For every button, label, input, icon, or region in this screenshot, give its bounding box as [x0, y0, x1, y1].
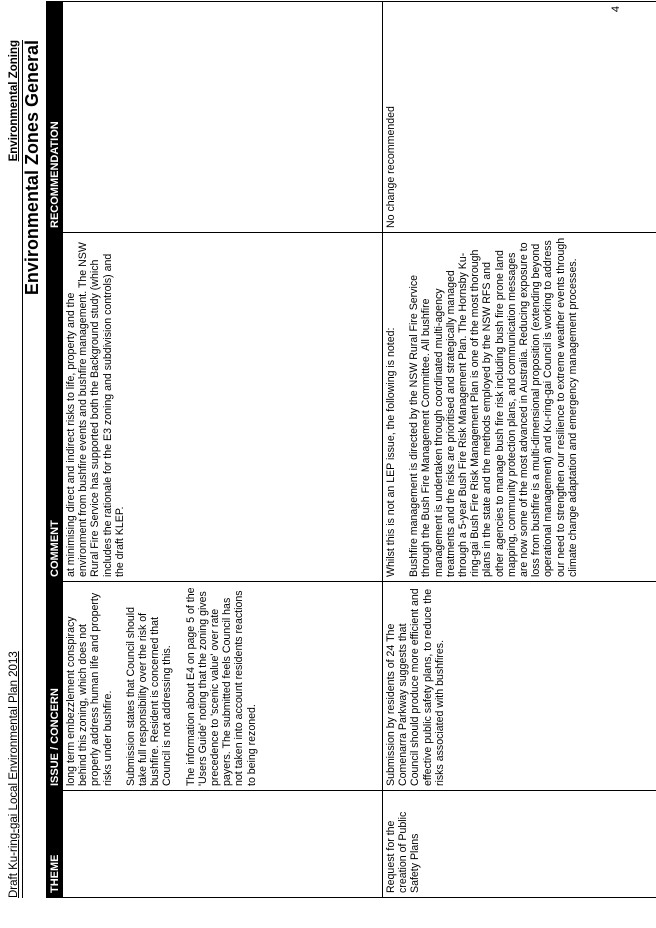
table-row: [383, 2, 656, 898]
page-number: 4: [610, 6, 622, 13]
submissions-table: [46, 1, 656, 898]
table-row: [63, 2, 383, 898]
column-header-issue: ISSUE / CONCERN: [47, 582, 63, 791]
comment-paragraph: Bushfire management is directed by the NSW Rural Fire Service through the Bush Fire Management Committee. All bushfire management is undertaken through coordinated multi-agency treatments and the risks are prioritised and strategically managed through a 5-year Bush Fire Risk Management Plan. The Hornsby Ku-ring-gai Bush Fire Risk Management Plan is one of the most thorough plans in the state and the methods employed by the NSW RFS and other agencies to manage bush fire risk including bush fire prone land mapping, community protection plans, and communication messages are now some of the most advanced in Australia. Reducing exposure to loss from bushfire is a multi-dimensional proposition (extending beyond operational management) and Ku-ring-gai Council is working to address our need to strengthen our resilience to extreme weather events through climate change adaptation and emergency management processes.: [408, 237, 579, 577]
comment-cell: [63, 233, 383, 582]
document-title: Draft Ku-ring-gai Local Environmental Plan 2013: [8, 651, 20, 898]
column-header-comment: COMMENT: [47, 233, 63, 582]
comment-cell: [383, 233, 656, 582]
theme-cell: Request for the creation of Public Safety Plans: [383, 791, 656, 898]
column-header-theme: THEME: [47, 791, 63, 898]
issue-paragraph: long term embezzlement conspiracy behind this zoning, which does not properly address human life and property risks under bushfire.: [65, 592, 114, 786]
table-header-row: [47, 2, 63, 898]
issue-paragraph: The information about E4 on page 5 of the 'Users Guide' noting that the zoning gives precedence to 'scenic value' over rate payers. The submitted feels Council has not taken into account residents reactions to being rezoned.: [184, 587, 258, 786]
column-header-recommendation: RECOMMENDATION: [47, 2, 63, 233]
issue-paragraph: Submission states that Council should take full responsibility over the risk of bushfire. Resident is concerned that Council is not addressing this.: [124, 606, 174, 786]
issue-cell: [383, 582, 656, 791]
issue-cell: [63, 582, 383, 791]
comment-paragraph: Whilst this is not an LEP issue, the following is noted:: [385, 327, 397, 577]
theme-cell: [63, 791, 383, 898]
comment-paragraph: at minimising direct and indirect risks to life, property and the environment from bushfire events and bushfire management. The NSW Rural Fire Service has supported both the Background study (which includes the rationale for the E3 zoning and subdivision controls) and the draft KLEP.: [65, 242, 126, 577]
recommendation-cell: [63, 2, 383, 233]
recommendation-cell: No change recommended: [383, 2, 656, 233]
section-title: Environmental Zones General: [22, 40, 42, 296]
document-label: Environmental Zoning: [8, 40, 20, 162]
issue-paragraph: Submission by residents of 24 The Comenarra Parkway suggests that Council should produce more efficient and effective public safety plans, to reduce the risks associated with bushfires.: [385, 588, 446, 786]
